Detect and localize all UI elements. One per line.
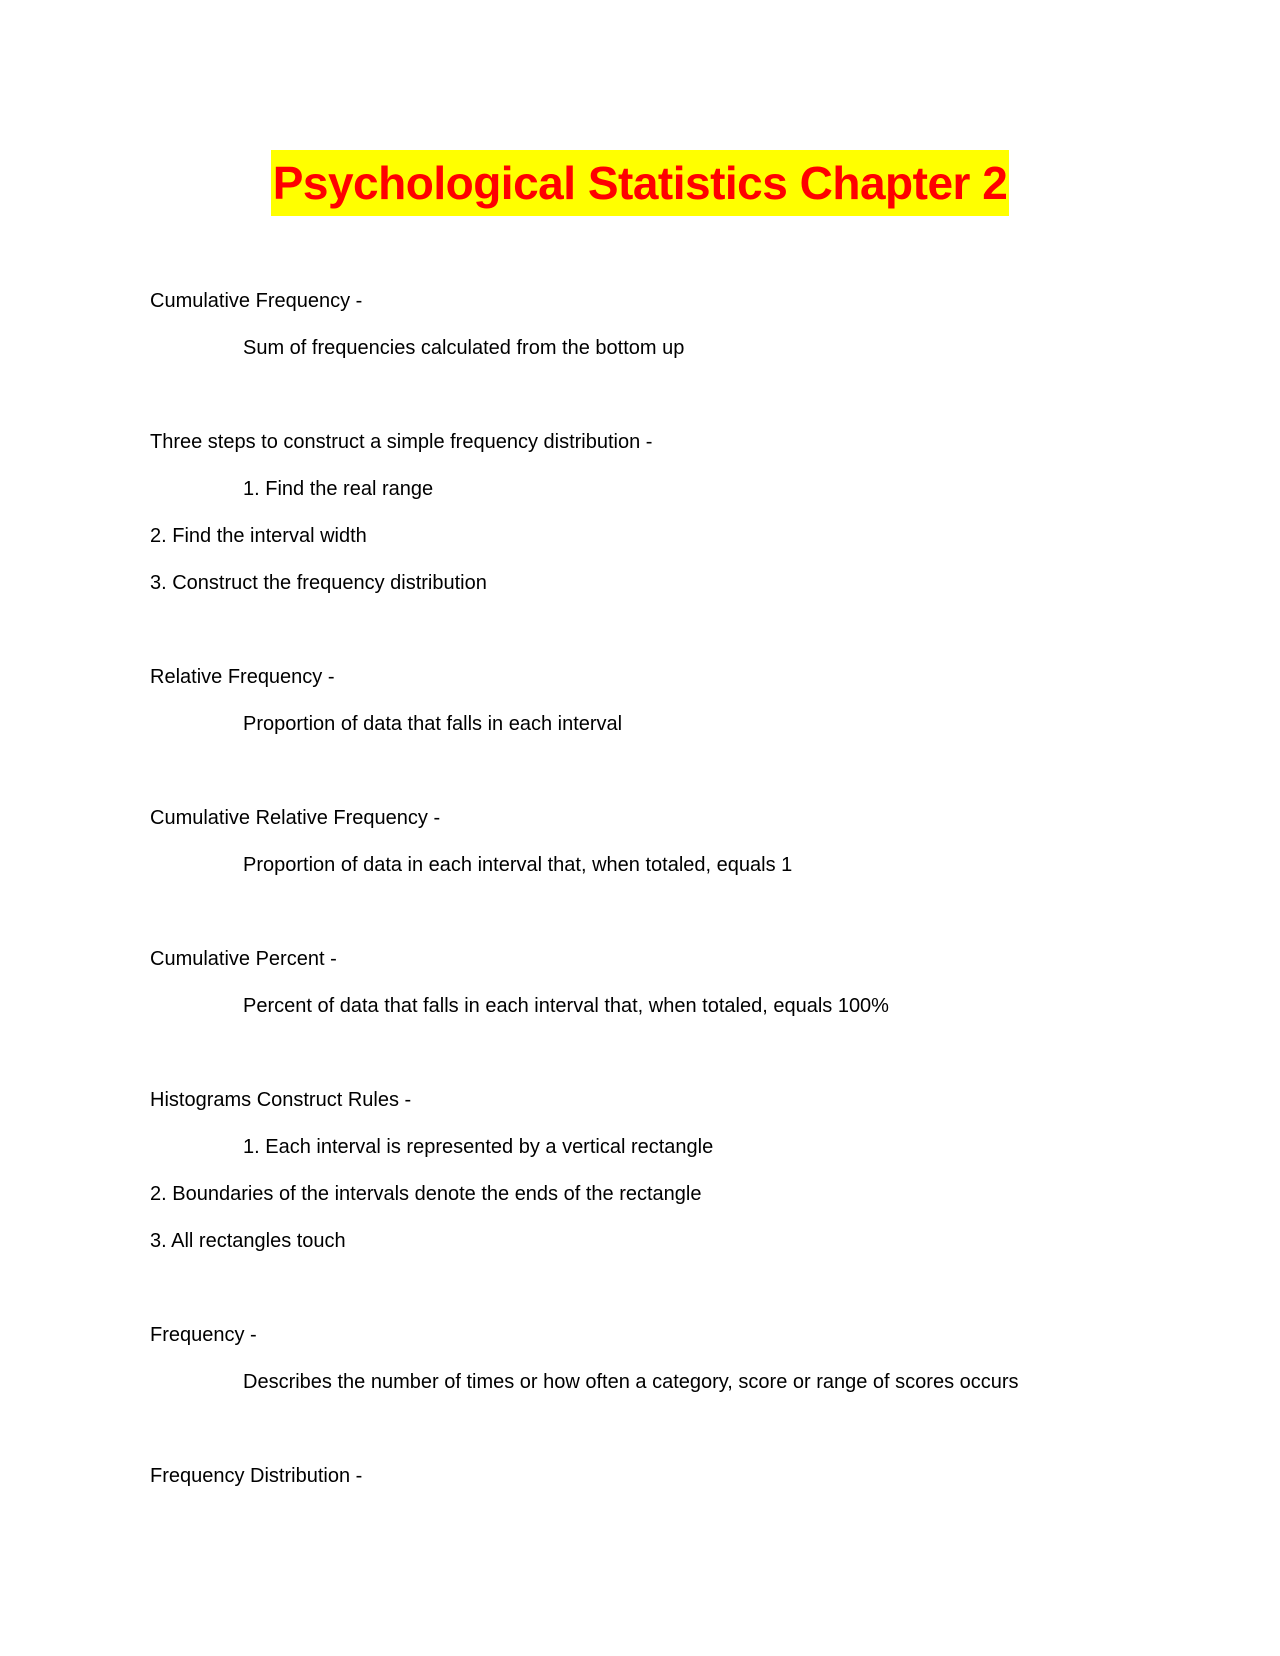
definition-frequency: Describes the number of times or how often a category, score or range of scores occurs [243, 1371, 1019, 1393]
term-cumulative-frequency: Cumulative Frequency - [150, 290, 363, 312]
term-frequency-distribution: Frequency Distribution - [150, 1465, 363, 1487]
term-histograms-construct-rules: Histograms Construct Rules - [150, 1089, 412, 1111]
step-2-interval-width: 2. Find the interval width [150, 525, 367, 547]
term-cumulative-percent: Cumulative Percent - [150, 948, 337, 970]
term-relative-frequency: Relative Frequency - [150, 666, 335, 688]
definition-cumulative-frequency: Sum of frequencies calculated from the bottom up [243, 337, 685, 359]
term-cumulative-relative-frequency: Cumulative Relative Frequency - [150, 807, 441, 829]
definition-cumulative-percent: Percent of data that falls in each interval that, when totaled, equals 100% [243, 995, 889, 1017]
rule-3-rectangles-touch: 3. All rectangles touch [150, 1230, 346, 1252]
title-container [0, 150, 1280, 216]
rule-2-boundaries: 2. Boundaries of the intervals denote the ends of the rectangle [150, 1183, 702, 1205]
definition-cumulative-relative-frequency: Proportion of data in each interval that, when totaled, equals 1 [243, 854, 793, 876]
step-1-find-real-range: 1. Find the real range [243, 478, 434, 500]
rule-1-vertical-rectangle: 1. Each interval is represented by a vertical rectangle [243, 1136, 714, 1158]
step-3-construct-distribution: 3. Construct the frequency distribution [150, 572, 487, 594]
term-frequency: Frequency - [150, 1324, 257, 1346]
definition-relative-frequency: Proportion of data that falls in each interval [243, 713, 623, 735]
page-title: Psychological Statistics Chapter 2 [271, 150, 1010, 216]
term-three-steps: Three steps to construct a simple frequency distribution - [150, 431, 653, 453]
